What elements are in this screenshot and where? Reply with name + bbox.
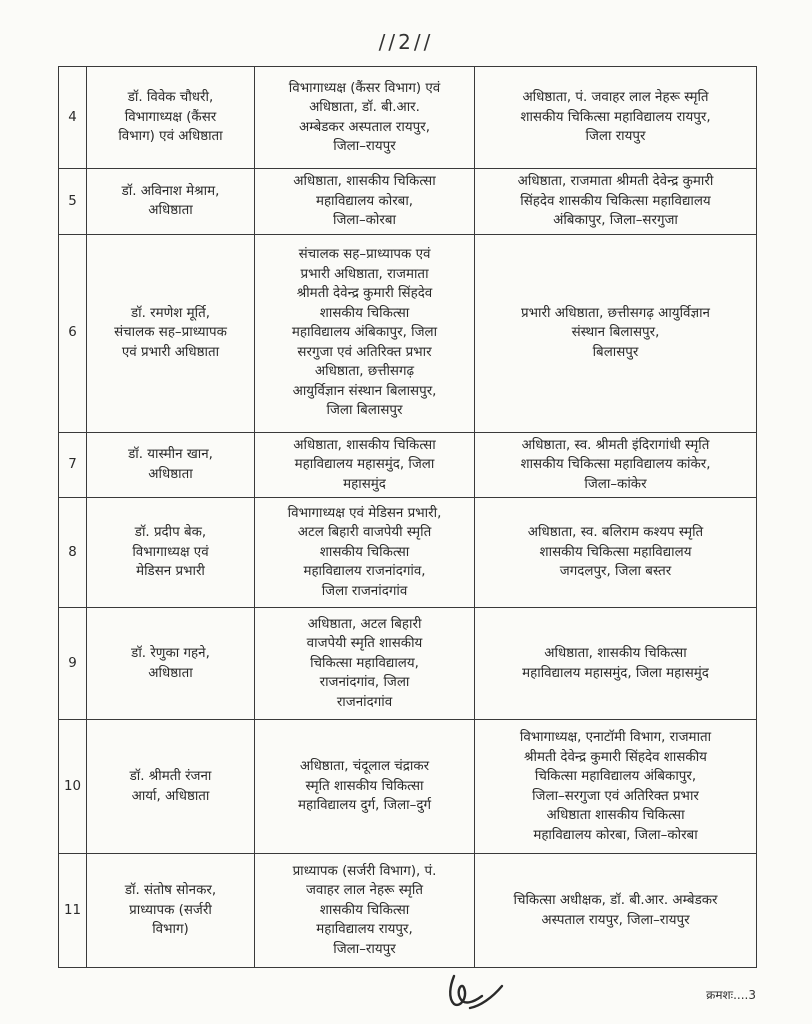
new-posting-cell: [475, 234, 757, 432]
cell-line: अधिष्ठाता: [148, 203, 193, 219]
new-posting-cell: [475, 169, 757, 235]
cell-line: अधिष्ठाता, छत्तीसगढ़: [314, 364, 415, 380]
new-posting-cell: [475, 432, 757, 498]
officer-name-cell: [87, 234, 255, 432]
cell-line: महाविद्यालय अंबिकापुर, जिला: [291, 325, 438, 341]
cell-line: अधिष्ठाता, स्व. बलिराम कश्यप स्मृति: [527, 525, 704, 541]
cell-line: आयुर्विज्ञान संस्थान बिलासपुर,: [292, 383, 437, 399]
cell-line: चिकित्सा अधीक्षक, डॉ. बी.आर. अम्बेडकर: [513, 893, 718, 908]
cell-line: एवं प्रभारी अधिष्ठाता: [121, 344, 220, 360]
cell-line: अधिष्ठाता, स्व. श्रीमती इंदिरागांधी स्मृति: [521, 437, 710, 453]
current-post-cell: [255, 432, 475, 498]
cell-line: श्रीमती देवेन्द्र कुमारी सिंहदेव: [296, 286, 433, 302]
cell-line: जिला–सरगुजा एवं अतिरिक्त प्रभार: [532, 788, 699, 804]
table-row: [59, 498, 757, 608]
new-posting-cell: [475, 854, 757, 968]
cell-line: जिला–रायपुर: [333, 139, 396, 154]
cell-line: सिंहदेव शासकीय चिकित्सा महाविद्यालय: [520, 193, 711, 209]
cell-line: डॉ. प्रदीप बेक,: [134, 525, 207, 541]
page-number: //2//: [378, 30, 434, 54]
cell-line: विभाग) एवं अधिष्ठाता: [118, 129, 223, 145]
cell-line: संस्थान बिलासपुर,: [571, 325, 660, 341]
officer-name-cell: [87, 608, 255, 720]
cell-line: डॉ. श्रीमती रंजना: [129, 769, 212, 784]
cell-line: महाविद्यालय कोरबा, जिला–कोरबा: [533, 827, 698, 843]
serial-number-cell: 10: [59, 720, 87, 854]
cell-line: महाविद्यालय महासमुंद, जिला: [294, 457, 435, 472]
cell-line: जिला–कोरबा: [333, 213, 396, 228]
officer-name-cell: [87, 67, 255, 169]
cell-line: विभागाध्यक्ष एवं: [132, 544, 209, 560]
cell-line: डॉ. विवेक चौधरी,: [127, 90, 214, 106]
cell-line: अधिष्ठाता: [148, 665, 193, 681]
cell-line: अंबिकापुर, जिला–सरगुजा: [553, 213, 678, 228]
cell-line: महाविद्यालय रायपुर,: [316, 922, 413, 938]
cell-line: जवाहर लाल नेहरू स्मृति: [305, 883, 424, 899]
cell-line: डॉ. अविनाश मेश्राम,: [121, 183, 220, 199]
cell-line: अधिष्ठाता, पं. जवाहर लाल नेहरू स्मृति: [522, 90, 709, 106]
cell-line: डॉ. संतोष सोनकर,: [124, 883, 217, 899]
cell-line: विभागाध्यक्ष एवं मेडिसन प्रभारी,: [287, 505, 442, 521]
handwritten-signature: [440, 968, 510, 1018]
cell-line: चिकित्सा महाविद्यालय अंबिकापुर,: [534, 769, 697, 784]
officer-name-cell: [87, 720, 255, 854]
cell-line: महासमुंद: [343, 476, 386, 492]
cell-line: महाविद्यालय राजनांदगांव,: [303, 564, 426, 580]
cell-line: प्रभारी अधिष्ठाता, राजमाता: [300, 266, 429, 282]
cell-line: डॉ. यास्मीन खान,: [128, 447, 213, 463]
cell-line: महाविद्यालय दुर्ग, जिला–दुर्ग: [298, 798, 431, 814]
cell-line: शासकीय चिकित्सा महाविद्यालय रायपुर,: [520, 109, 711, 125]
cell-line: संचालक सह–प्राध्यापक: [114, 325, 227, 341]
cell-line: अधिष्ठाता: [148, 466, 193, 482]
cell-line: अधिष्ठाता, शासकीय चिकित्सा: [544, 646, 687, 661]
cell-line: अधिष्ठाता, चंदूलाल चंद्राकर: [299, 759, 430, 775]
current-post-cell: [255, 169, 475, 235]
cell-line: प्राध्यापक (सर्जरी: [129, 902, 212, 918]
current-post-cell: [255, 608, 475, 720]
cell-line: अधिष्ठाता, डॉ. बी.आर.: [309, 100, 420, 115]
new-posting-cell: [475, 498, 757, 608]
cell-line: शासकीय चिकित्सा महाविद्यालय: [539, 544, 692, 560]
new-posting-cell: [475, 67, 757, 169]
cell-line: चिकित्सा महाविद्यालय,: [310, 655, 419, 671]
cell-line: स्मृति शासकीय चिकित्सा: [305, 778, 424, 794]
cell-line: विभागाध्यक्ष (कैंसर विभाग) एवं: [288, 80, 441, 96]
serial-number-cell: 11: [59, 854, 87, 968]
cell-line: अधिष्ठाता, शासकीय चिकित्सा: [293, 174, 436, 189]
cell-line: जिला–कांकेर: [584, 476, 647, 492]
cell-line: जिला–रायपुर: [333, 941, 396, 957]
cell-line: शासकीय चिकित्सा: [319, 902, 410, 918]
new-posting-cell: [475, 608, 757, 720]
officer-name-cell: [87, 169, 255, 235]
cell-line: अम्बेडकर अस्पताल रायपुर,: [299, 119, 430, 135]
cell-line: राजनांदगांव, जिला: [319, 675, 410, 691]
table-row: [59, 854, 757, 968]
serial-number-cell: 9: [59, 608, 87, 720]
cell-line: श्रीमती देवेन्द्र कुमारी सिंहदेव शासकीय: [524, 749, 707, 765]
cell-line: महाविद्यालय कोरबा,: [315, 193, 414, 209]
cell-line: जिला बिलासपुर: [326, 403, 403, 419]
serial-number-cell: 6: [59, 234, 87, 432]
cell-line: अधिष्ठाता शासकीय चिकित्सा: [546, 808, 685, 823]
cell-line: बिलासपुर: [592, 344, 639, 360]
table-row: [59, 169, 757, 235]
new-posting-cell: [475, 720, 757, 854]
cell-line: अटल बिहारी वाजपेयी स्मृति: [297, 525, 432, 541]
cell-line: विभाग): [152, 922, 189, 938]
current-post-cell: [255, 498, 475, 608]
cell-line: वाजपेयी स्मृति शासकीय: [306, 636, 423, 652]
cell-line: अधिष्ठाता, शासकीय चिकित्सा: [293, 437, 436, 453]
serial-number-cell: 4: [59, 67, 87, 169]
cell-line: मेडिसन प्रभारी: [136, 564, 205, 580]
serial-number-cell: 7: [59, 432, 87, 498]
cell-line: आर्या, अधिष्ठाता: [131, 788, 210, 804]
table-row: [59, 608, 757, 720]
table-row: [59, 720, 757, 854]
cell-line: संचालक सह–प्राध्यापक एवं: [298, 247, 431, 263]
cell-line: सरगुजा एवं अतिरिक्त प्रभार: [297, 344, 432, 360]
cell-line: जगदलपुर, जिला बस्तर: [559, 564, 672, 580]
serial-number-cell: 8: [59, 498, 87, 608]
current-post-cell: [255, 720, 475, 854]
cell-line: जिला रायपुर: [585, 129, 646, 145]
officer-name-cell: [87, 498, 255, 608]
transfer-order-table: [58, 66, 757, 968]
current-post-cell: [255, 234, 475, 432]
officer-name-cell: [87, 854, 255, 968]
current-post-cell: [255, 854, 475, 968]
cell-line: अधिष्ठाता, अटल बिहारी: [307, 616, 422, 632]
current-post-cell: [255, 67, 475, 169]
cell-line: शासकीय चिकित्सा: [319, 305, 410, 321]
cell-line: प्राध्यापक (सर्जरी विभाग), पं.: [292, 863, 437, 879]
officer-name-cell: [87, 432, 255, 498]
cell-line: विभागाध्यक्ष (कैंसर: [124, 109, 217, 125]
cell-line: डॉ. रमणेश मूर्ति,: [130, 305, 211, 321]
cell-line: डॉ. रेणुका गहने,: [131, 646, 210, 661]
cell-line: अधिष्ठाता, राजमाता श्रीमती देवेन्द्र कुमारी: [517, 174, 714, 189]
cell-line: जिला राजनांदगांव: [321, 583, 408, 599]
cell-line: अस्पताल रायपुर, जिला–रायपुर: [541, 912, 690, 928]
cell-line: प्रभारी अधिष्ठाता, छत्तीसगढ़ आयुर्विज्ञान: [521, 305, 710, 321]
cell-line: शासकीय चिकित्सा महाविद्यालय कांकेर,: [520, 457, 711, 472]
cell-line: शासकीय चिकित्सा: [319, 544, 410, 560]
table-row: [59, 67, 757, 169]
table-body: [59, 67, 757, 968]
cell-line: राजनांदगांव: [336, 694, 393, 710]
cell-line: विभागाध्यक्ष, एनाटॉमी विभाग, राजमाता: [519, 730, 712, 745]
continuation-note: क्रमशः....3: [706, 988, 756, 1002]
table-row: [59, 234, 757, 432]
table-row: [59, 432, 757, 498]
cell-line: महाविद्यालय महासमुंद, जिला महासमुंद: [522, 665, 709, 681]
serial-number-cell: 5: [59, 169, 87, 235]
